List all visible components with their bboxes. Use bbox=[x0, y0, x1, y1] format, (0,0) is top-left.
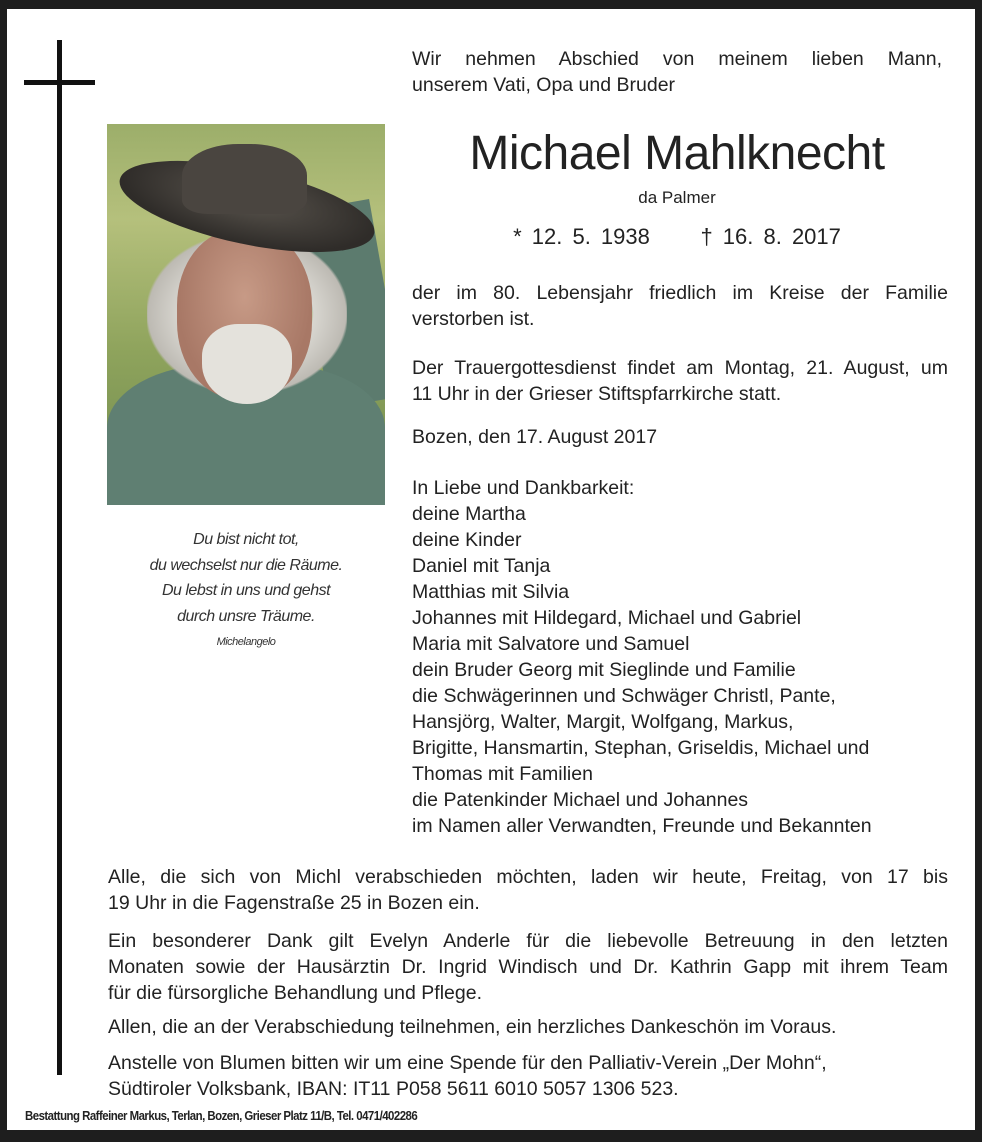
passing-text: der im 80. Lebensjahr friedlich im Kreise der Familie verstorben ist. bbox=[412, 282, 948, 330]
quote-line: Du lebst in uns und gehst bbox=[161, 582, 331, 599]
mourner: Hansjörg, Walter, Margit, Wolfgang, Markus, bbox=[412, 711, 794, 733]
intro-text: Wir nehmen Abschied von meinem lieben Mann, unserem Vati, Opa und Bruder bbox=[412, 48, 942, 96]
quote bbox=[107, 527, 385, 655]
life-dates bbox=[412, 224, 942, 250]
portrait-photo bbox=[107, 124, 385, 505]
mourner: dein Bruder Georg mit Sieglinde und Familie bbox=[412, 659, 796, 681]
mourner: Brigitte, Hansmartin, Stephan, Griseldis, Michael und bbox=[412, 737, 870, 759]
quote-line: durch unsre Träume. bbox=[177, 607, 315, 625]
cross-icon-bar bbox=[24, 80, 95, 85]
mourners-intro: In Liebe und Dankbarkeit: bbox=[412, 477, 635, 499]
farewell-text: Alle, die sich von Michl verabschieden möchten, laden wir heute, Freitag, von 17 bis 19 Uhr in die Fagenstraße 25 in Bozen ein. bbox=[108, 866, 948, 914]
mourners-list bbox=[412, 475, 872, 839]
mourner: Johannes mit Hildegard, Michael und Gabriel bbox=[412, 607, 802, 629]
mourner: Maria mit Salvatore und Samuel bbox=[412, 633, 690, 655]
cross-icon bbox=[57, 40, 62, 1075]
mourner: die Patenkinder Michael und Johannes bbox=[412, 789, 749, 811]
death-date: † 16. 8. 2017 bbox=[700, 224, 841, 249]
place-date: Bozen, den 17. August 2017 bbox=[412, 426, 658, 448]
all-thanks-text: Allen, die an der Verabschiedung teilnehmen, ein herzliches Dankeschön im Voraus. bbox=[108, 1016, 837, 1038]
quote-author: Michelangelo bbox=[216, 636, 276, 648]
mourner: im Namen aller Verwandten, Freunde und Bekannten bbox=[412, 815, 872, 837]
mourner: Thomas mit Familien bbox=[412, 763, 593, 785]
deceased-name: Michael Mahlknecht bbox=[469, 127, 885, 180]
mourner: die Schwägerinnen und Schwäger Christl, Pante, bbox=[412, 685, 836, 707]
quote-line: Du bist nicht tot, bbox=[193, 531, 299, 548]
mourner: deine Martha bbox=[412, 503, 526, 525]
deceased-alias: da Palmer bbox=[638, 188, 716, 207]
funeral-home-footer: Bestattung Raffeiner Markus, Terlan, Bozen, Grieser Platz 11/B, Tel. 0471/402286 bbox=[25, 1108, 418, 1123]
quote-line: du wechselst nur die Räume. bbox=[149, 556, 343, 574]
thanks-text: Ein besonderer Dank gilt Evelyn Anderle für die liebevolle Betreuung in den letzten Monaten sowie der Hausärztin Dr. Ingrid Windisch und Dr. Kathrin Gapp mit ihrem Team für die fürsorgliche Behandlung und Pflege. bbox=[108, 930, 948, 1004]
mourner: Matthias mit Silvia bbox=[412, 581, 570, 603]
mourner: Daniel mit Tanja bbox=[412, 555, 551, 577]
service-text: Der Trauergottesdienst findet am Montag, 21. August, um 11 Uhr in der Grieser Stiftspfarrkirche statt. bbox=[412, 357, 948, 405]
birth-date: * 12. 5. 1938 bbox=[513, 224, 650, 249]
mourner: deine Kinder bbox=[412, 529, 522, 551]
donation-text: Anstelle von Blumen bitten wir um eine Spende für den Palliativ-Verein „Der Mohn“, Südtiroler Volksbank, IBAN: IT11 P058 5611 6010 5057 1306 523. bbox=[108, 1052, 827, 1100]
